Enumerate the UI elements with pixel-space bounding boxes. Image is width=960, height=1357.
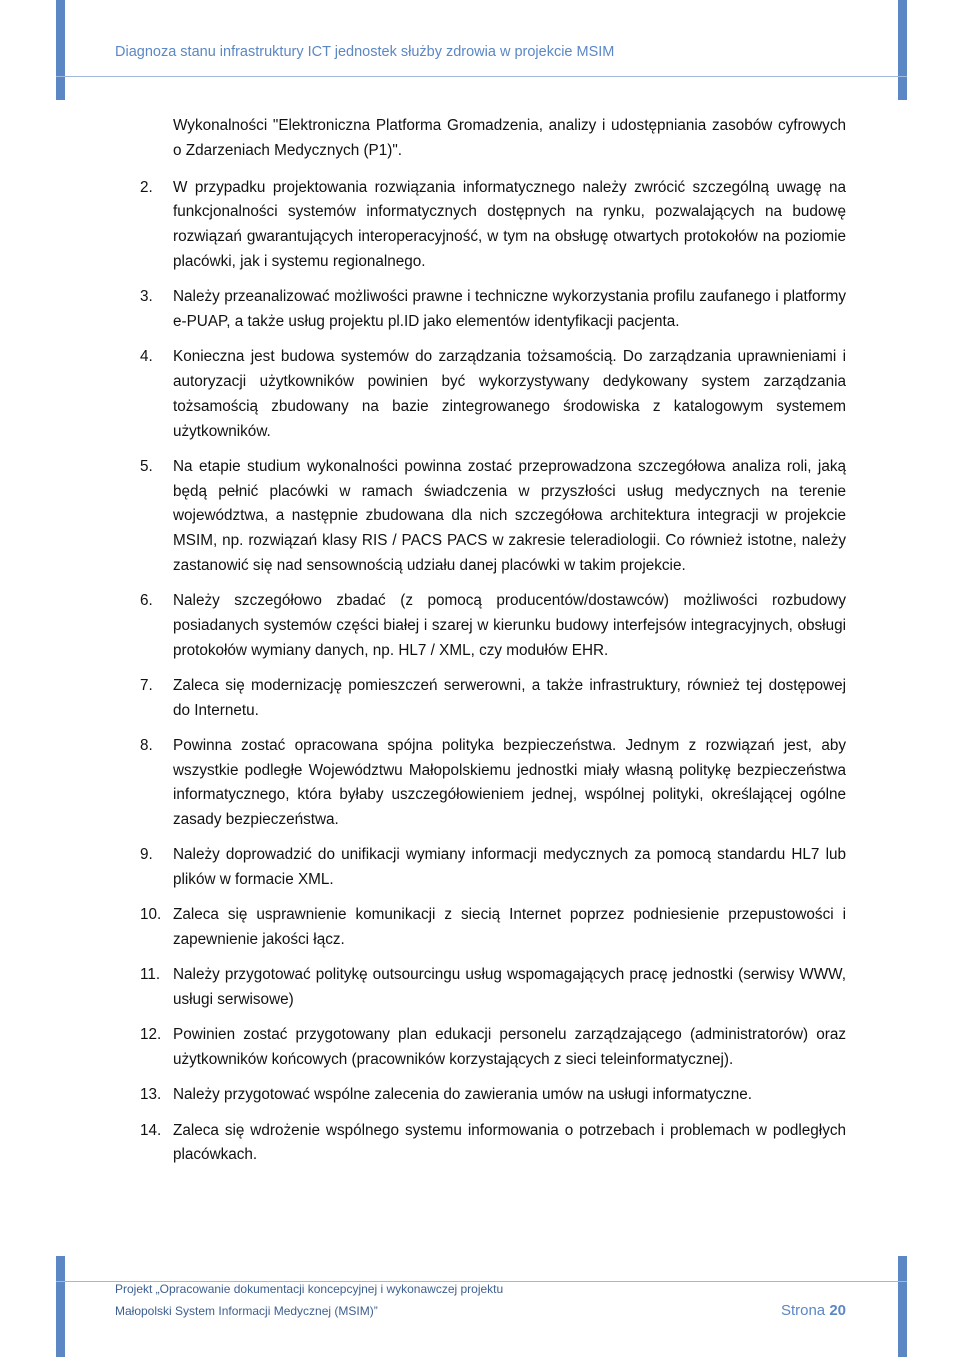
- list-item-text: Zaleca się wdrożenie wspólnego systemu informowania o potrzebach i problemach w podległych placówkach.: [173, 1121, 846, 1164]
- list-item: [140, 1083, 846, 1108]
- list-item: [140, 455, 846, 579]
- list-item-number: 7.: [140, 676, 153, 694]
- header-title: Diagnoza stanu infrastruktury ICT jednostek służby zdrowia w projekcie MSIM: [115, 44, 615, 60]
- list-item-text: Należy przygotować wspólne zalecenia do zawierania umów na usługi informatyczne.: [173, 1086, 753, 1104]
- list-item: [140, 734, 846, 833]
- list-item-number: 12.: [140, 1026, 162, 1044]
- list-item-text: Konieczna jest budowa systemów do zarządzania tożsamością. Do zarządzania uprawnieniami i autoryzacji użytkowników powinien być wykorzystywany dedykowany system zarządzania tożsamością zbudowany na bazie zintegrowanego środowiska z katalogowym systemem użytkowników.: [173, 348, 846, 440]
- list-item: [140, 1119, 846, 1169]
- list-item: [140, 903, 846, 953]
- list-item-number: 5.: [140, 457, 153, 475]
- document-body: [140, 114, 846, 1179]
- list-item-text: Należy szczegółowo zbadać (z pomocą producentów/dostawców) możliwości rozbudowy posiadanych systemów części białej i szarej w kierunku budowy interfejsów integracyjnych, obsługi protokołów wymiany danych, np. HL7 / XML, czy modułów EHR.: [173, 592, 846, 659]
- list-item-text: Należy przygotować politykę outsourcingu usług wspomagających pracę jednostki (serwisy WWW, usługi serwisowe): [173, 966, 846, 1009]
- list-item-text: Zaleca się modernizację pomieszczeń serwerowni, a także infrastruktury, również tej dostępowej do Internetu.: [173, 676, 846, 719]
- list-item: [140, 963, 846, 1013]
- page-number: [781, 1302, 846, 1319]
- list-item: [140, 674, 846, 724]
- continuation-text: Wykonalności "Elektroniczna Platforma Gromadzenia, analizy i udostępniania zasobów cyfrowych o Zdarzeniach Medycznych (P1)".: [173, 117, 846, 159]
- list-item: [140, 345, 846, 444]
- list-item-text: Zaleca się usprawnienie komunikacji z siecią Internet poprzez podniesienie przepustowości i zapewnienie jakości łącz.: [173, 906, 846, 949]
- page-number-value: 20: [829, 1302, 846, 1319]
- list-item-number: 8.: [140, 736, 153, 754]
- list-item-number: 10.: [140, 906, 162, 924]
- footer-system-line: Małopolski System Informacji Medycznej (MSIM)”: [115, 1304, 378, 1318]
- header-left-accent-bar: [56, 0, 65, 100]
- list-item: [140, 285, 846, 335]
- list-item: [140, 589, 846, 663]
- list-item-number: 3.: [140, 288, 153, 306]
- list-item-number: 9.: [140, 846, 153, 864]
- list-item-number: 14.: [140, 1121, 162, 1139]
- list-item-number: 4.: [140, 348, 153, 366]
- list-item: [140, 176, 846, 275]
- list-item-number: 2.: [140, 178, 153, 196]
- list-item-text: Należy doprowadzić do unifikacji wymiany informacji medycznych za pomocą standardu HL7 lub plików w formacie XML.: [173, 846, 846, 889]
- list-item-number: 11.: [140, 966, 161, 984]
- list-item-number: 6.: [140, 592, 153, 610]
- page-label: Strona: [780, 1302, 826, 1319]
- list-item-text: Na etapie studium wykonalności powinna zostać przeprowadzona szczegółowa analiza roli, jaką będą pełnić placówki w ramach świadczenia w przyszłości usług medycznych na terenie województwa, a następnie zbudowana dla nich szczegółowa architektura integracji w projekcie MSIM, np. rozwiązań klasy RIS / PACS PACS w zakresie teleradiologii. Co również istotne, należy zastanowić się nad sensownością udziału danej placówki w takim projekcie.: [173, 457, 846, 574]
- header-divider: [56, 76, 907, 77]
- footer-project-line: Projekt „Opracowanie dokumentacji koncepcyjnej i wykonawczej projektu: [115, 1282, 504, 1296]
- list-item: [140, 843, 846, 893]
- list-item-text: Powinien zostać przygotowany plan edukacji personelu zarządzającego (administratorów) oraz użytkowników końcowych (pracowników korzystających z sieci teleinformatycznej).: [173, 1026, 846, 1069]
- list-item-text: W przypadku projektowania rozwiązania informatycznego należy zwrócić szczególną uwagę na funkcjonalności systemów informatycznych dostępnych na rynku, pozwalających na budowę rozwiązań gwarantujących interoperacyjność, w tym na obsługę otwartych protokołów na poziomie placówki, jak i systemu regionalnego.: [173, 178, 846, 270]
- list-item-number: 13.: [140, 1086, 162, 1104]
- footer-left-accent-bar: [56, 1256, 65, 1357]
- list-item-text: Powinna zostać opracowana spójna polityka bezpieczeństwa. Jednym z rozwiązań jest, aby wszystkie podległe Województwu Małopolskiemu jednostki miały własną politykę bezpieczeństwa informatycznego, która byłaby uszczegółowieniem jednej, wspólnej polityki, określającej ogólne zasady bezpieczeństwa.: [173, 736, 846, 829]
- footer-right-accent-bar: [898, 1256, 907, 1357]
- list-item: [140, 1023, 846, 1073]
- list-item-text: Należy przeanalizować możliwości prawne i techniczne wykorzystania profilu zaufanego i platformy e-PUAP, a także usług projektu pl.ID jako elementów identyfikacji pacjenta.: [173, 288, 846, 330]
- continuation-paragraph: [140, 114, 846, 164]
- header-right-accent-bar: [898, 0, 907, 100]
